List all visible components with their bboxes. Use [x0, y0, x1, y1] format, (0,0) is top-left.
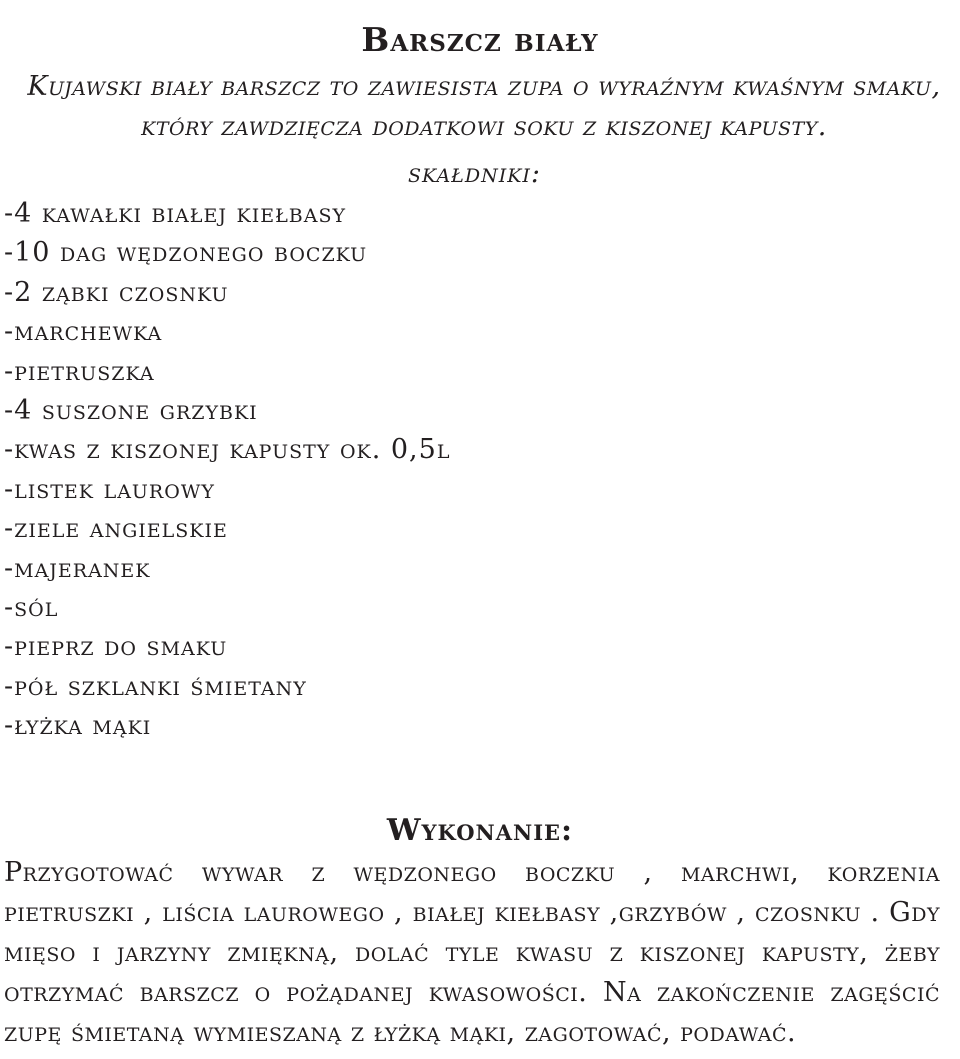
- recipe-title: Barszcz biały: [361, 20, 599, 60]
- method-heading: Wykonanie:: [386, 812, 574, 848]
- ingredients-list: [4, 194, 450, 745]
- ingredients-heading: skałdniki:: [408, 158, 542, 189]
- ingredient-item: -sól: [4, 591, 59, 623]
- ingredient-item: -majeranek: [4, 552, 151, 584]
- ingredient-item: -listek laurowy: [4, 473, 215, 505]
- recipe-intro: Kujawski biały barszcz to zawiesista zupa o wyraźnym kwaśnym smaku, który zawdzięcza dodatkowi soku z kiszonej kapusty.: [27, 71, 941, 142]
- ingredient-item: -marchewka: [4, 316, 163, 348]
- ingredient-item: -pół szklanki śmietany: [4, 670, 307, 702]
- ingredient-item: -pieprz do smaku: [4, 631, 228, 663]
- ingredient-item: -4 suszone grzybki: [4, 394, 258, 426]
- ingredient-item: -10 dag wędzonego boczku: [4, 237, 368, 269]
- method-text: Przygotować wywar z wędzonego boczku , marchwi, korzenia pietruszki , liścia laurowego , białej kiełbasy ,grzybów , czosnku . Gdy mięso i jarzyny zmiękną, dolać tyle kwasu z kiszonej kapusty, żeby otrzymać barszcz o pożądanej kwasowości. Na zakończenie zagęścić zupę śmietaną wymieszaną z łyżką mąki, zagotować, podawać.: [4, 857, 940, 1048]
- ingredient-item: -ziele angielskie: [4, 513, 228, 545]
- ingredient-item: -pietruszka: [4, 355, 155, 387]
- ingredient-item: -łyżka mąki: [4, 710, 152, 742]
- ingredient-item: -2 ząbki czosnku: [4, 276, 229, 308]
- ingredient-item: -kwas z kiszonej kapusty ok. 0,5l: [4, 434, 451, 466]
- ingredient-item: -4 kawałki białej kiełbasy: [4, 198, 347, 229]
